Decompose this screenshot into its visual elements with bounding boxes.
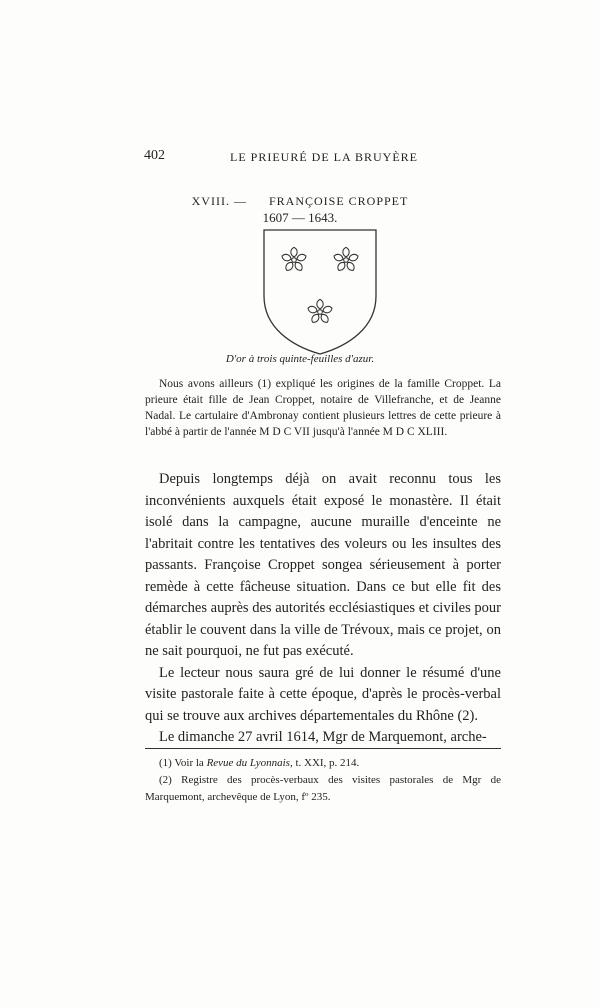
section-number: XVIII. — — [191, 194, 247, 208]
running-title: LE PRIEURÉ DE LA BRUYÈRE — [230, 150, 418, 164]
intro-text: Nous avons ailleurs (1) expliqué les origines de la famille Croppet. La prieure était fille de Jean Croppet, notaire de Villefranche, et de Jeanne Nadal. Le cartulaire d'Ambronay contient plusieurs lettres de cette prieure à l'abbé à partir de l'année M D C VII jusqu'à l'année M D C XLIII. — [145, 378, 501, 438]
quintefoil-icon — [281, 247, 307, 272]
main-text — [145, 469, 501, 749]
footnote-1-title: Revue du Lyonnais, — [206, 757, 293, 769]
paragraph: Depuis longtemps déjà on avait reconnu tous les inconvénients auxquels était exposé le monastère. Il était isolé dans la campagne, aucune muraille d'enceinte ne l'abritait contre les tentatives des voleurs ou les insultes des passants. Françoise Croppet songea sérieusement à porter remède à cette fâcheuse situation. Dans ce but elle fit des démarches auprès des autorités ecclésiastiques et civiles pour établir le couvent dans la ville de Trévoux, mais ce projet, on ne sait pourquoi, ne fut pas exécuté. — [145, 471, 501, 659]
section-heading — [0, 194, 600, 209]
footnote-1-suffix: t. XXI, p. 214. — [295, 757, 360, 769]
section-dates: 1607 — 1643. — [262, 210, 338, 225]
page-number: 402 — [144, 148, 165, 163]
quintefoil-icon — [307, 299, 333, 324]
footnote-1 — [145, 755, 501, 772]
footnotes — [145, 755, 501, 806]
intro-paragraph — [145, 376, 501, 440]
arms-caption: D'or à trois quinte-feuilles d'azur. — [225, 353, 375, 365]
paragraph: Le dimanche 27 avril 1614, Mgr de Marquemont, arche- — [159, 729, 487, 745]
footnote-2: (2) Registre des procès-verbaux des visites pastorales de Mgr de Marquemont, archevêque de Lyon, fº 235. — [145, 774, 501, 803]
section-name: FRANÇOISE CROPPET — [268, 194, 409, 208]
quintefoil-icon — [333, 247, 359, 272]
footnote-divider — [145, 748, 501, 749]
paragraph: Le lecteur nous saura gré de lui donner le résumé d'une visite pastorale faite à cette époque, d'après le procès-verbal qui se trouve aux archives départementales du Rhône (2). — [145, 664, 501, 724]
coat-of-arms-shield-icon — [262, 228, 378, 356]
footnote-1-prefix: (1) Voir la — [159, 757, 204, 769]
